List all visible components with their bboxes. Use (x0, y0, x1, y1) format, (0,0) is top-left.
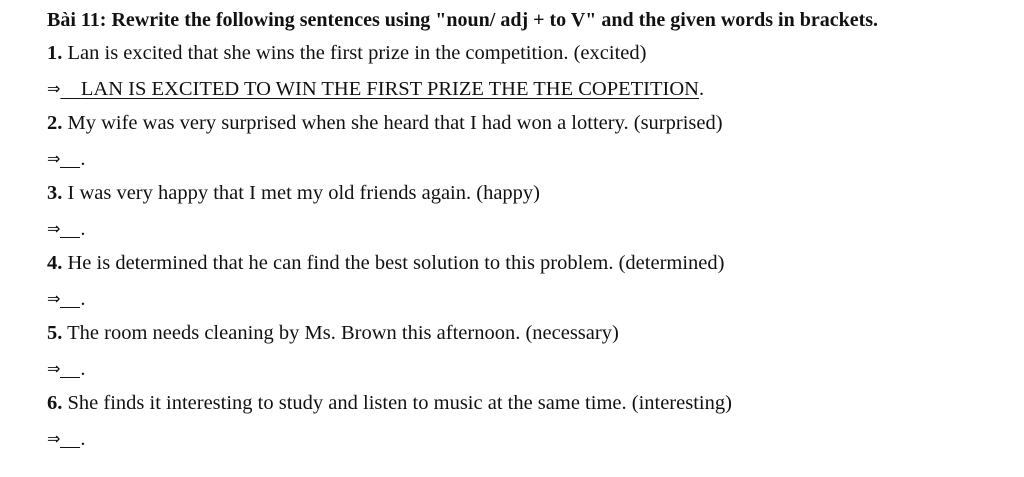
answer-line-2 (47, 141, 1024, 176)
answer-end: . (80, 428, 86, 450)
answer-line-1 (47, 71, 1024, 106)
exercise-title: Bài 11: Rewrite the following sentences using "noun/ adj + to V" and the given words in brackets. (47, 9, 879, 31)
arrow-icon: ⇒ (47, 359, 61, 378)
question-6 (47, 386, 1024, 421)
answer-blank[interactable] (60, 429, 80, 448)
question-text: Lan is excited that she wins the first prize in the competition. (excited) (67, 42, 647, 64)
answer-line-6 (47, 421, 1024, 456)
question-number: 4. (47, 252, 63, 274)
arrow-icon: ⇒ (47, 219, 61, 238)
answer-value: LAN IS EXCITED TO WIN THE FIRST PRIZE THE THE COPETITION (80, 78, 699, 100)
arrow-icon: ⇒ (47, 429, 61, 448)
answer-text (60, 78, 699, 100)
answer-line-5 (47, 351, 1024, 386)
answer-blank[interactable] (60, 219, 80, 238)
answer-blank[interactable] (60, 149, 80, 168)
question-1 (47, 36, 1024, 71)
answer-line-3 (47, 211, 1024, 246)
answer-end: . (80, 358, 86, 380)
question-4 (47, 246, 1024, 281)
question-text: My wife was very surprised when she heard that I had won a lottery. (surprised) (67, 112, 723, 134)
answer-end: . (80, 218, 86, 240)
question-text: He is determined that he can find the best solution to this problem. (determined) (67, 252, 725, 274)
question-2 (47, 106, 1024, 141)
answer-end: . (80, 148, 86, 170)
arrow-icon: ⇒ (47, 289, 61, 308)
question-text: The room needs cleaning by Ms. Brown this afternoon. (necessary) (67, 322, 619, 344)
answer-end: . (80, 288, 86, 310)
question-number: 5. (47, 322, 63, 344)
question-3 (47, 176, 1024, 211)
arrow-icon: ⇒ (47, 79, 61, 98)
question-5 (47, 316, 1024, 351)
question-text: I was very happy that I met my old friends again. (happy) (67, 182, 541, 204)
answer-blank[interactable] (60, 359, 80, 378)
arrow-icon: ⇒ (47, 149, 61, 168)
answer-end: . (698, 78, 705, 100)
question-number: 6. (47, 392, 63, 414)
answer-blank[interactable] (60, 289, 80, 308)
question-text: She finds it interesting to study and listen to music at the same time. (interesting) (67, 392, 732, 414)
answer-line-4 (47, 281, 1024, 316)
question-number: 2. (47, 112, 63, 134)
question-number: 1. (47, 42, 63, 64)
question-number: 3. (47, 182, 63, 204)
